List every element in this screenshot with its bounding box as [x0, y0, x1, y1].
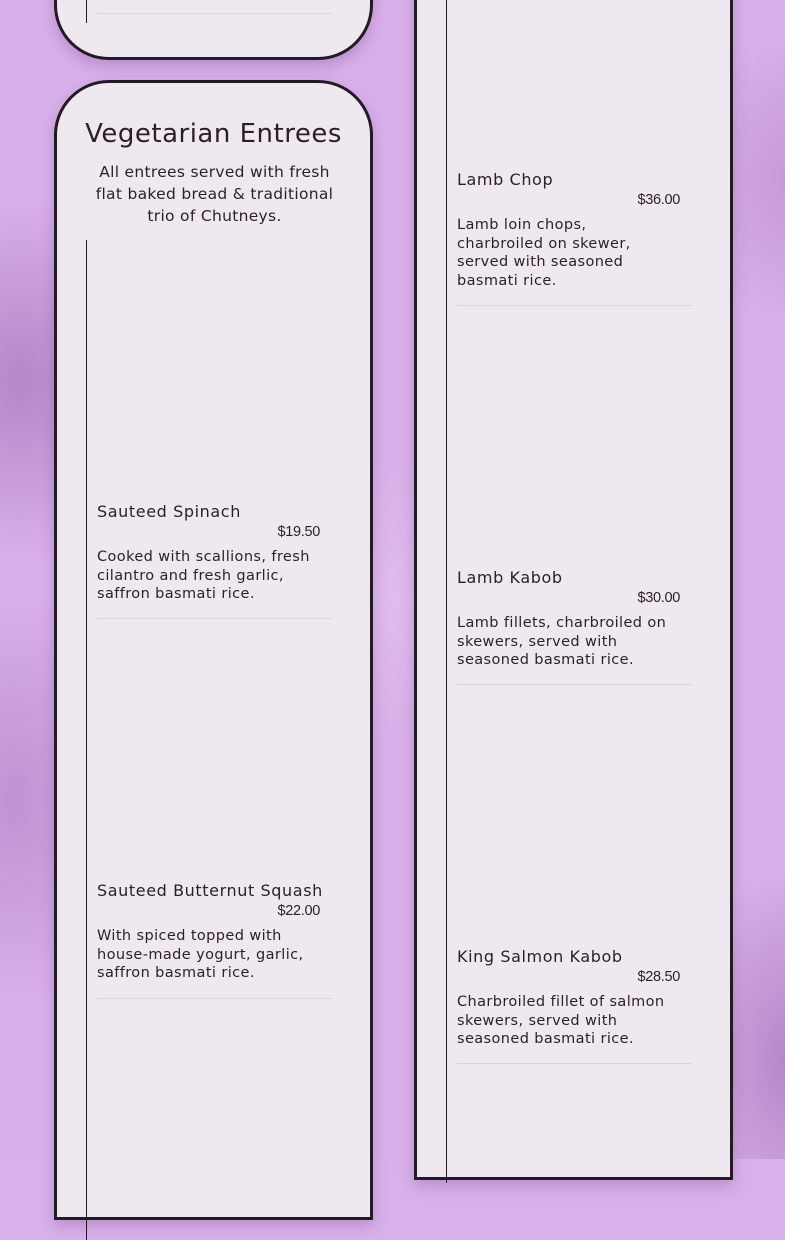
- menu-card-vegetarian: [54, 80, 373, 1220]
- item-divider: [457, 1063, 692, 1064]
- menu-item[interactable]: [457, 947, 692, 1049]
- item-divider: [457, 684, 692, 685]
- item-list-rule: [446, 0, 447, 1183]
- menu-item[interactable]: [457, 568, 692, 670]
- item-description: Lamb loin chops, charbroiled on skewer, served with seasoned basmati rice.: [457, 217, 631, 289]
- menu-item[interactable]: [97, 502, 332, 604]
- item-divider: [97, 618, 332, 619]
- item-description: Charbroiled fillet of salmon skewers, served with seasoned basmati rice.: [457, 994, 665, 1047]
- menu-card-kabobs: [414, 0, 733, 1180]
- section-description: All entrees served with fresh flat baked bread & traditional trio of Chutneys.: [95, 163, 334, 225]
- item-list-rule: [86, 0, 87, 23]
- menu-card-previous-section: [54, 0, 373, 60]
- item-name: Lamb Chop: [457, 170, 554, 189]
- item-price: $19.50: [277, 524, 320, 540]
- item-description: Lamb fillets, charbroiled on skewers, served with seasoned basmati rice.: [457, 615, 667, 668]
- menu-item[interactable]: [97, 881, 332, 983]
- item-price: $28.50: [637, 969, 680, 985]
- item-price: $22.00: [277, 903, 320, 919]
- item-name: King Salmon Kabob: [457, 947, 623, 966]
- item-divider: [97, 998, 332, 999]
- item-divider: [97, 13, 332, 14]
- item-description: With spiced topped with house-made yogurt, garlic, saffron basmati rice.: [97, 928, 304, 981]
- item-price: $30.00: [637, 590, 680, 606]
- section-title: Vegetarian Entrees: [85, 119, 342, 149]
- item-list-rule: [86, 240, 87, 1240]
- menu-item[interactable]: [457, 170, 692, 290]
- item-name: Sauteed Butternut Squash: [97, 881, 323, 900]
- item-name: Lamb Kabob: [457, 568, 563, 587]
- item-description: Cooked with scallions, fresh cilantro and fresh garlic, saffron basmati rice.: [97, 549, 310, 602]
- item-name: Sauteed Spinach: [97, 502, 241, 521]
- item-price: $36.00: [637, 192, 680, 208]
- item-divider: [457, 305, 692, 306]
